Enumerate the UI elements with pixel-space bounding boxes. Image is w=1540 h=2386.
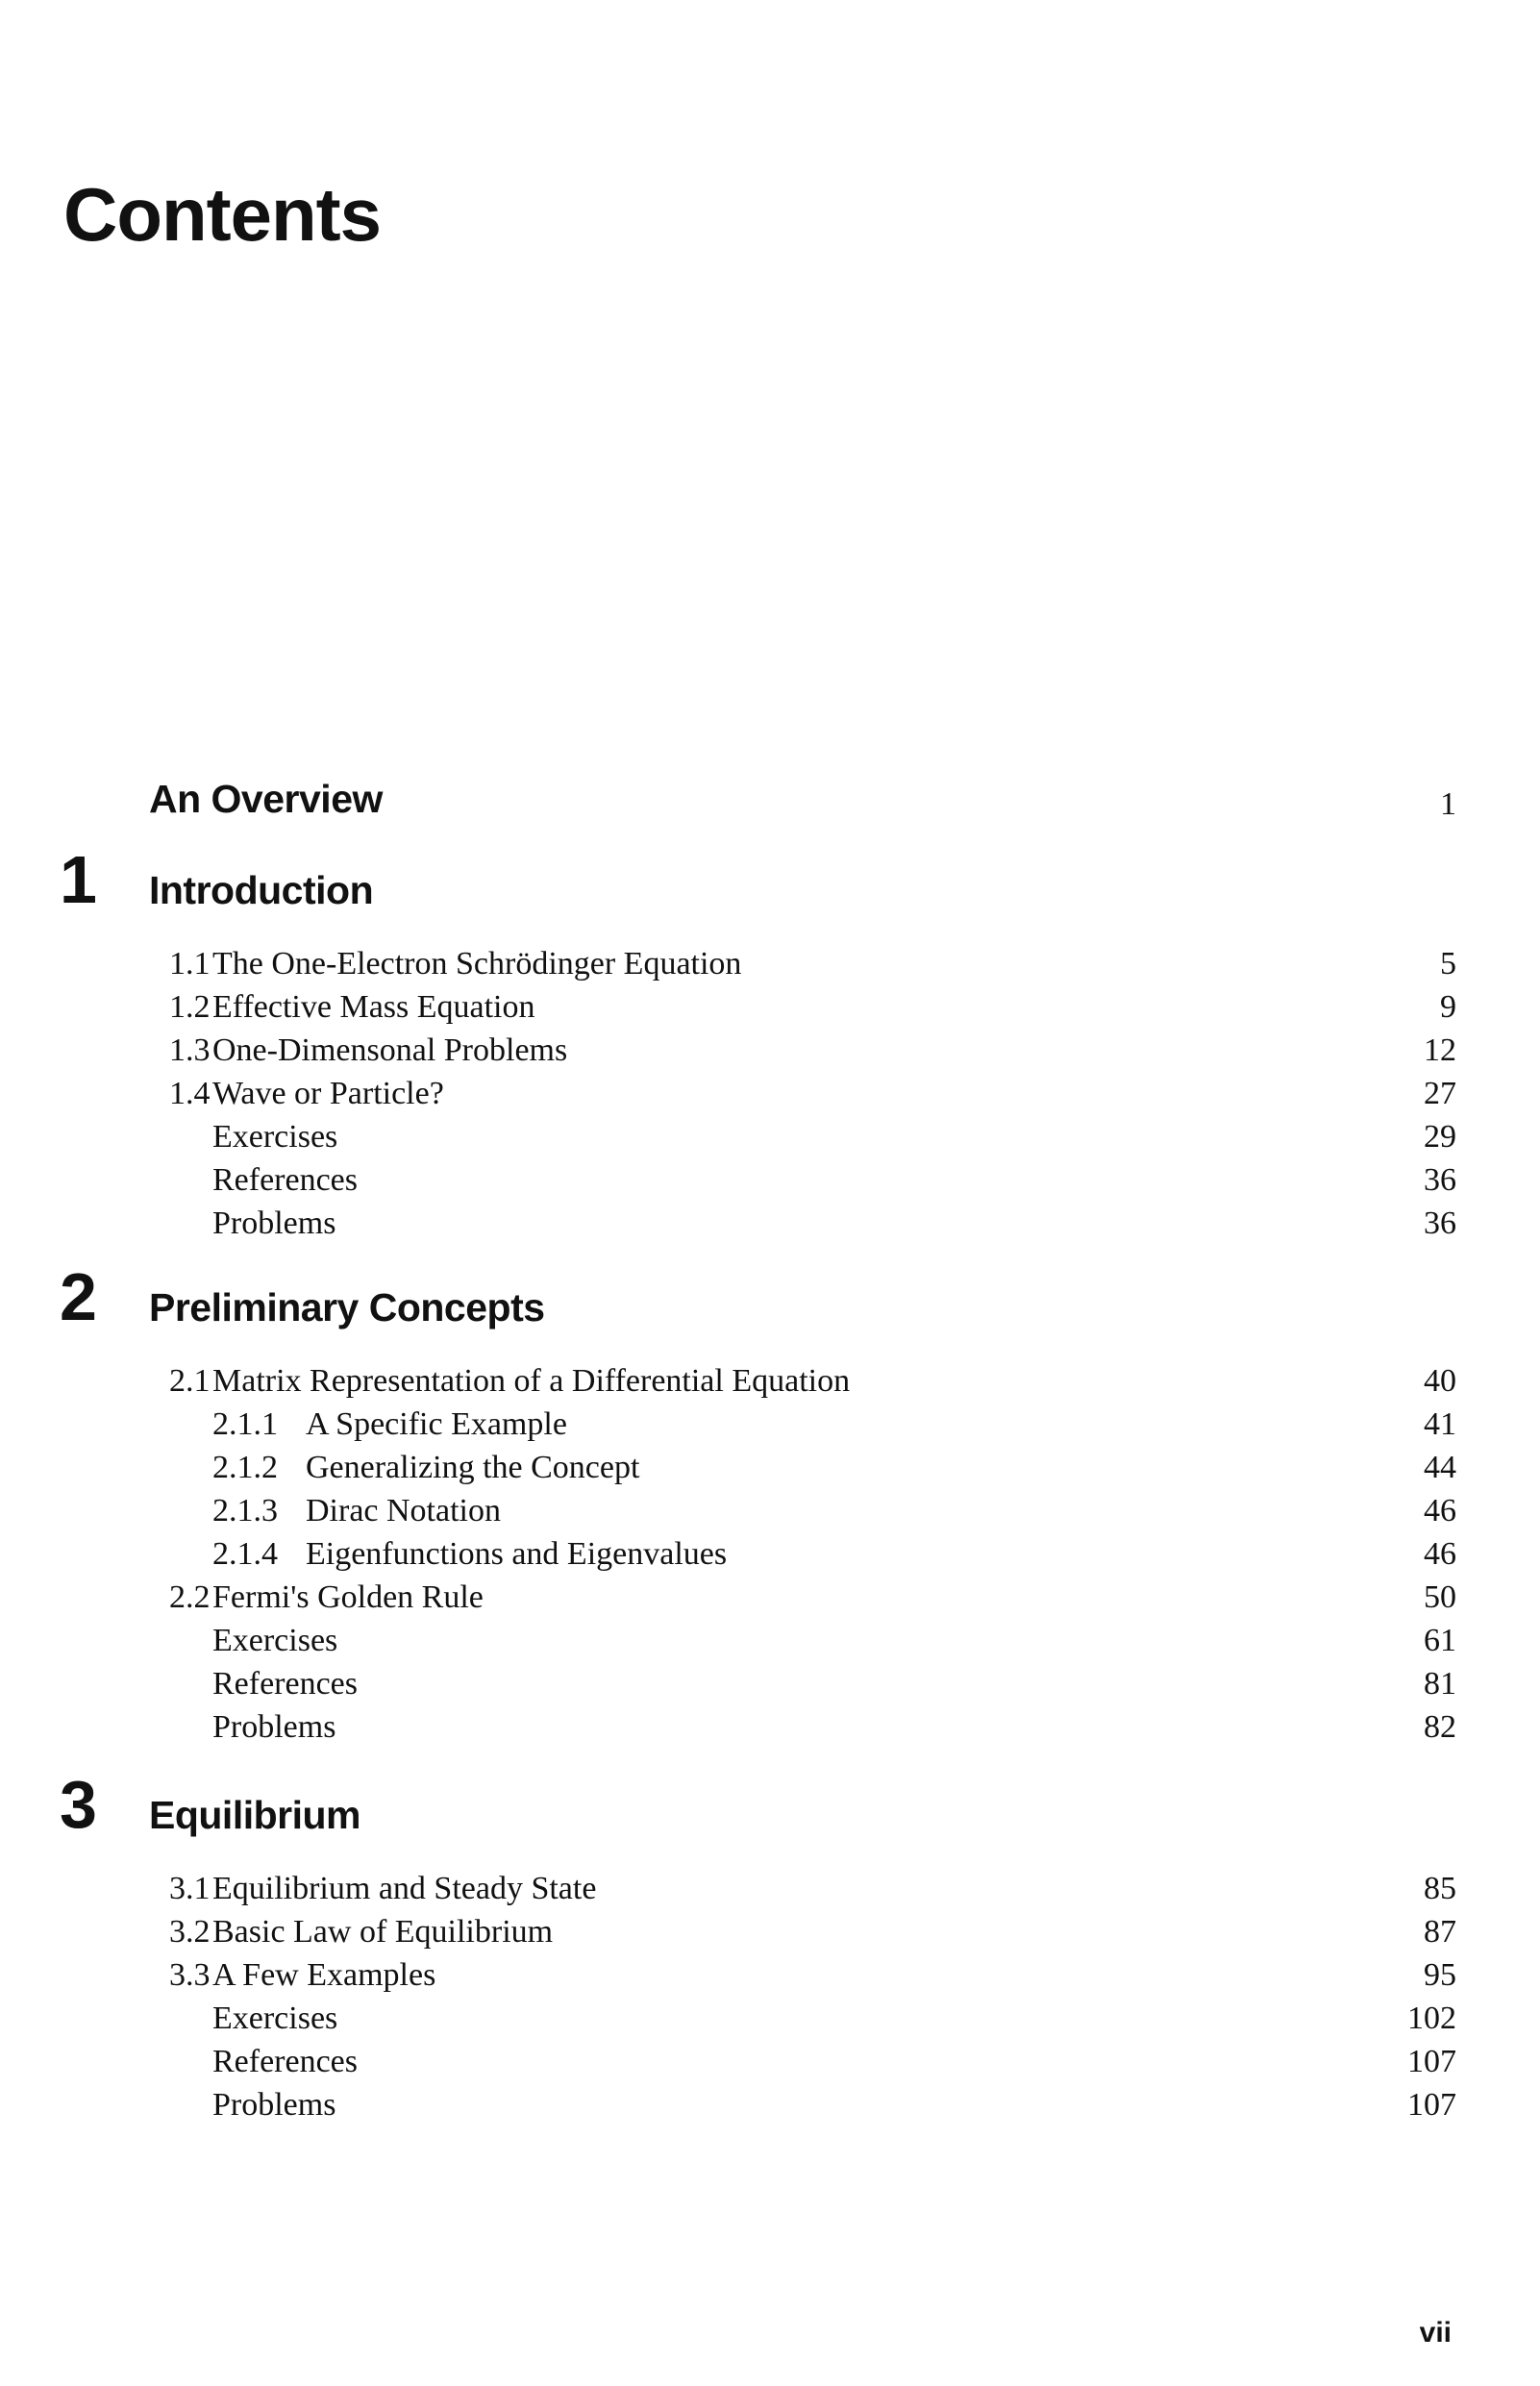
- toc-entry: [0, 2083, 1540, 2126]
- page-number: 46: [1424, 1536, 1456, 1572]
- section-number: 2.1: [169, 1363, 211, 1399]
- page-number: 29: [1424, 1119, 1456, 1155]
- toc-entry: [0, 1532, 1540, 1576]
- section-title: References: [212, 2044, 359, 2079]
- section-title: The One-Electron Schrödinger Equation: [212, 946, 742, 982]
- page-number: 107: [1407, 2044, 1456, 2079]
- toc-entry: [0, 985, 1540, 1029]
- toc-entry: [0, 1072, 1540, 1115]
- page-title: Contents: [63, 172, 381, 257]
- page-number: 36: [1424, 1162, 1456, 1198]
- overview-title: An Overview: [149, 777, 383, 821]
- section-number: 2.2: [169, 1579, 211, 1615]
- section-title: Problems: [212, 2087, 336, 2123]
- chapter-title: Introduction: [149, 868, 374, 912]
- page-number: 107: [1407, 2087, 1456, 2123]
- page-number: 102: [1407, 2001, 1456, 2036]
- section-title: Eigenfunctions and Eigenvalues: [306, 1536, 728, 1572]
- section-number: 3.1: [169, 1871, 211, 1906]
- page-number: 41: [1424, 1406, 1456, 1442]
- page-number: 85: [1424, 1871, 1456, 1906]
- page-number: 61: [1424, 1623, 1456, 1658]
- toc-entry: [0, 1115, 1540, 1158]
- section-title: A Few Examples: [212, 1957, 436, 1993]
- chapter-entries: [0, 1359, 1540, 1749]
- section-title: Fermi's Golden Rule: [212, 1579, 484, 1615]
- toc-entry: [0, 1705, 1540, 1749]
- section-number: 2.1.2: [212, 1450, 278, 1485]
- toc-entry: [0, 1403, 1540, 1446]
- toc-entry: [0, 1158, 1540, 1202]
- section-number: 1.4: [169, 1076, 211, 1111]
- toc-entry: [0, 1446, 1540, 1489]
- toc-entry: [0, 1662, 1540, 1705]
- section-title: Basic Law of Equilibrium: [212, 1914, 554, 1950]
- section-number: 2.1.1: [212, 1406, 278, 1442]
- page-number: 36: [1424, 1205, 1456, 1241]
- page-number: 9: [1440, 989, 1456, 1025]
- toc-entry: [0, 2040, 1540, 2083]
- section-title: References: [212, 1666, 359, 1702]
- section-title: Dirac Notation: [306, 1493, 501, 1529]
- page-number: 40: [1424, 1363, 1456, 1399]
- section-title: Wave or Particle?: [212, 1076, 444, 1111]
- section-title: A Specific Example: [306, 1406, 567, 1442]
- section-title: Problems: [212, 1205, 336, 1241]
- section-title: Generalizing the Concept: [306, 1450, 640, 1485]
- chapter-entries: [0, 942, 1540, 1245]
- section-number: 1.2: [169, 989, 211, 1025]
- section-title: References: [212, 1162, 359, 1198]
- section-title: Effective Mass Equation: [212, 989, 535, 1025]
- section-title: One-Dimensonal Problems: [212, 1032, 568, 1068]
- section-number: 2.1.4: [212, 1536, 278, 1572]
- overview-page-number: 1: [1440, 786, 1456, 822]
- toc-entry: [0, 1910, 1540, 1953]
- toc-entry: [0, 942, 1540, 985]
- section-title: Equilibrium and Steady State: [212, 1871, 597, 1906]
- page-number: 27: [1424, 1076, 1456, 1111]
- chapter-entries: [0, 1867, 1540, 2126]
- page-number: 95: [1424, 1957, 1456, 1993]
- section-title: Exercises: [212, 2001, 338, 2036]
- toc-entry: [0, 1867, 1540, 1910]
- section-number: 1.3: [169, 1032, 211, 1068]
- page-number: 50: [1424, 1579, 1456, 1615]
- section-title: Problems: [212, 1709, 336, 1745]
- page-number: 12: [1424, 1032, 1456, 1068]
- section-title: Matrix Representation of a Differential Equation: [212, 1363, 851, 1399]
- section-number: 1.1: [169, 946, 211, 982]
- page-number: 44: [1424, 1450, 1456, 1485]
- page-number: 46: [1424, 1493, 1456, 1529]
- section-number: 3.3: [169, 1957, 211, 1993]
- toc-entry: [0, 1489, 1540, 1532]
- chapter-title: Preliminary Concepts: [149, 1285, 545, 1330]
- toc-entry: [0, 1029, 1540, 1072]
- toc-entry: [0, 1997, 1540, 2040]
- section-title: Exercises: [212, 1119, 338, 1155]
- section-number: 3.2: [169, 1914, 211, 1950]
- page-number: 82: [1424, 1709, 1456, 1745]
- page-number: 87: [1424, 1914, 1456, 1950]
- toc-entry: [0, 1359, 1540, 1403]
- page-number: 81: [1424, 1666, 1456, 1702]
- chapter-number: 2: [60, 1259, 97, 1334]
- toc-entry: [0, 1953, 1540, 1997]
- chapter-number: 3: [60, 1767, 97, 1842]
- toc-entry: [0, 1576, 1540, 1619]
- toc-entry: [0, 1202, 1540, 1245]
- section-title: Exercises: [212, 1623, 338, 1658]
- section-number: 2.1.3: [212, 1493, 278, 1529]
- chapter-title: Equilibrium: [149, 1793, 360, 1837]
- page-number: 5: [1440, 946, 1456, 982]
- chapter-number: 1: [60, 842, 97, 917]
- toc-entry: [0, 1619, 1540, 1662]
- page-folio: vii: [1419, 2317, 1452, 2349]
